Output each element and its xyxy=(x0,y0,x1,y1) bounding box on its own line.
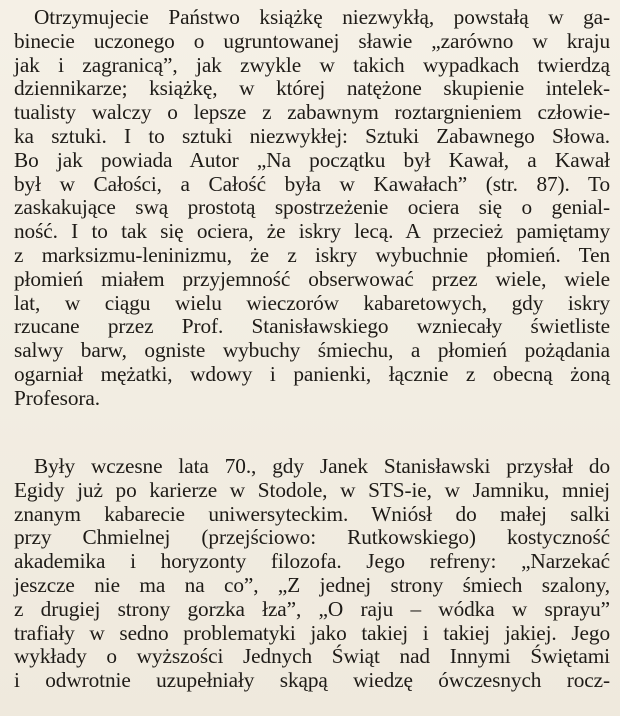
paragraph-2 xyxy=(14,455,610,693)
text-line: ogarniał mężatki, wdowy i panienki, łącznie z obecną żoną xyxy=(14,361,610,386)
text-line: jak i zagranicą”, jak zwykle w takich wypadkach twierdzą xyxy=(14,52,610,77)
text-line: tualisty walczy o lepsze z zabawnym roztargnieniem człowie- xyxy=(14,100,610,125)
text-line: ność. I to tak się ociera, że iskry lecą. A przecież pamiętamy xyxy=(14,219,610,244)
text-line: binecie uczonego o ugruntowanej sławie „zarówno w kraju xyxy=(14,28,610,53)
text-line: zaskakujące swą prostotą spostrzeżenie ociera się o genial- xyxy=(14,195,610,220)
paragraph-1 xyxy=(14,6,610,411)
text-line: był w Całości, a Całość była w Kawałach” (str. 87). To xyxy=(14,171,610,196)
text-line: salwy barw, ogniste wybuchy śmiechu, a płomień pożądania xyxy=(14,338,610,363)
text-line: lat, w ciągu wielu wieczorów kabaretowych, gdy iskry xyxy=(14,290,610,315)
text-line: przy Chmielnej (przejściowo: Rutkowskiego) kostyczność xyxy=(14,525,610,550)
text-line: z marksizmu-leninizmu, że z iskry wybuchnie płomień. Ten xyxy=(14,242,610,267)
text-line: płomień miałem przyjemność obserwować przez wiele, wiele xyxy=(14,266,610,291)
text-line: Były wczesne lata 70., gdy Janek Stanisławski przysłał do xyxy=(34,454,610,478)
text-line: ka sztuki. I to sztuki niezwykłej: Sztuki Zabawnego Słowa. xyxy=(14,123,610,148)
text-line: i odwrotnie uzupełniały skąpą wiedzę ówczesnych rocz- xyxy=(14,668,610,693)
text-line: Otrzymujecie Państwo książkę niezwykłą, powstałą w ga- xyxy=(34,5,610,29)
text-line: wykłady o wyższości Jednych Świąt nad Innymi Świętami xyxy=(14,644,610,669)
text-line: rzucane przez Prof. Stanisławskiego wzniecały świetliste xyxy=(14,314,610,339)
text-line: trafiały w sedno problematyki jako takiej i takiej jakiej. Jego xyxy=(14,620,610,645)
text-line: z drugiej strony gorzka łza”, „O raju – wódka w sprayu” xyxy=(14,596,610,621)
text-line: akademika i horyzonty filozofa. Jego refreny: „Narzekać xyxy=(14,549,610,574)
text-line: jeszcze nie ma na co”, „Z jednej strony śmiech szalony, xyxy=(14,572,610,597)
text-line: Profesora. xyxy=(14,385,100,410)
text-line: znanym kabarecie uniwersyteckim. Wniósł do małej salki xyxy=(14,501,610,526)
text-line: Egidy już po karierze w Stodole, w STS-ie, w Jamniku, mniej xyxy=(14,477,610,502)
text-line: dziennikarze; książkę, w której natężone skupienie intelek- xyxy=(14,76,610,101)
text-line: Bo jak powiada Autor „Na początku był Kawał, a Kawał xyxy=(14,147,610,172)
